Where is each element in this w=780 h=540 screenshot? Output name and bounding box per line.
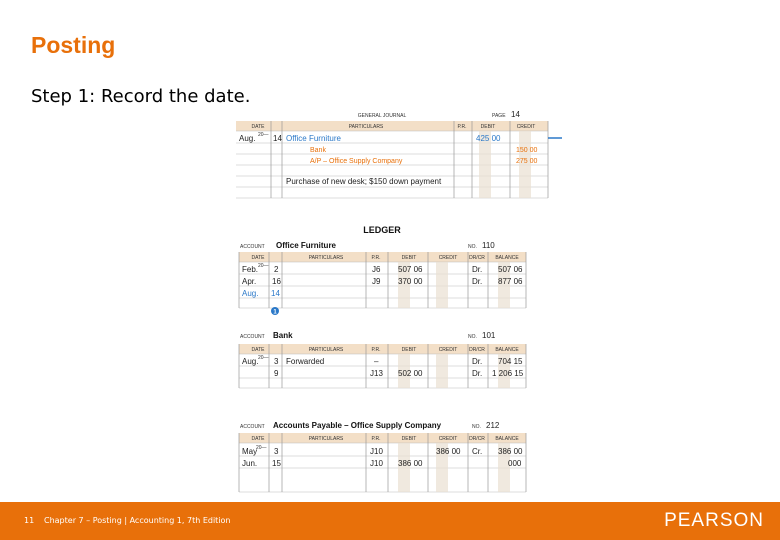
furniture-row-1-pr: J6 <box>372 265 381 274</box>
pearson-logo: PEARSON <box>664 510 764 531</box>
payable-row-1-credit: 386 00 <box>436 447 461 456</box>
journal-header-date: DATE <box>251 124 265 130</box>
general-journal <box>236 108 566 200</box>
journal-page-no: 14 <box>511 110 520 119</box>
ledger-header-drcr: DR/CR <box>469 436 485 442</box>
furniture-row-1-balance: 507 06 <box>498 265 523 274</box>
bank-row-2-drcr: Dr. <box>472 369 483 378</box>
journal-title: GENERAL JOURNAL <box>357 113 407 119</box>
furniture-row-1-day: 2 <box>274 265 279 274</box>
account-no: 101 <box>482 331 496 340</box>
step-marker-number: 1 <box>273 309 277 316</box>
bank-row-1-pr: – <box>374 357 379 366</box>
ledger-header-debit: DEBIT <box>401 347 417 353</box>
furniture-row-3-month: Aug. <box>242 289 259 298</box>
payable-row-2-month: Jun. <box>242 459 258 468</box>
ledger-header-pr: P.R. <box>371 347 381 353</box>
journal-row-2-credit: 150 00 <box>516 147 538 154</box>
ledger-header-date: DATE <box>251 347 265 353</box>
payable-row-2-day: 15 <box>272 459 281 468</box>
bank-row-2-debit: 502 00 <box>398 369 423 378</box>
account-no-label: NO. <box>468 334 477 340</box>
ledger-header-balance: BALANCE <box>495 347 519 353</box>
account-label: ACCOUNT <box>240 244 265 250</box>
payable-row-1-drcr: Cr. <box>472 447 483 456</box>
journal-row-1-day: 14 <box>273 134 282 143</box>
account-name: Office Furniture <box>276 241 337 250</box>
ledger-header-pr: P.R. <box>371 436 381 442</box>
bank-row-2-day: 9 <box>274 369 279 378</box>
journal-row-3-particulars: A/P – Office Supply Company <box>310 158 403 165</box>
ledger-header-particulars: PARTICULARS <box>308 255 344 261</box>
account-label: ACCOUNT <box>240 334 265 340</box>
journal-row-1-particulars: Office Furniture <box>286 134 341 143</box>
furniture-row-1-drcr: Dr. <box>472 265 483 274</box>
furniture-row-1-year: 20— <box>258 263 269 269</box>
step-text: Step 1: Record the date. <box>31 86 251 107</box>
ledger-header-date: DATE <box>251 255 265 261</box>
account-no: 212 <box>486 421 500 430</box>
journal-page-label: PAGE <box>492 113 506 119</box>
journal-row-4-particulars: Purchase of new desk; $150 down payment <box>286 177 442 186</box>
journal-header-particulars: PARTICULARS <box>348 124 384 130</box>
page-number: 11 <box>24 516 35 525</box>
slide-title: Posting <box>31 32 116 58</box>
journal-header-credit: CREDIT <box>516 124 536 130</box>
payable-row-1-pr: J10 <box>370 447 383 456</box>
payable-row-2-balance: 000 <box>508 459 522 468</box>
account-no-label: NO. <box>468 244 477 250</box>
ledger-header-particulars: PARTICULARS <box>308 436 344 442</box>
ledger-header-particulars: PARTICULARS <box>308 347 344 353</box>
ledger-header-balance: BALANCE <box>495 436 519 442</box>
journal-row-1-year: 20— <box>258 132 269 138</box>
account-label: ACCOUNT <box>240 424 265 430</box>
payable-row-1-month: May <box>242 447 258 456</box>
furniture-row-2-pr: J9 <box>372 277 381 286</box>
bank-row-1-drcr: Dr. <box>472 357 483 366</box>
furniture-row-2-day: 16 <box>272 277 281 286</box>
journal-row-2-particulars: Bank <box>310 147 326 154</box>
ledger-header-debit: DEBIT <box>401 255 417 261</box>
furniture-row-1-debit: 507 06 <box>398 265 423 274</box>
ledger-header-drcr: DR/CR <box>469 255 485 261</box>
furniture-row-2-balance: 877 06 <box>498 277 523 286</box>
account-name: Accounts Payable – Office Supply Company <box>273 421 442 430</box>
bank-row-1-particulars: Forwarded <box>286 357 325 366</box>
ledger-header-credit: CREDIT <box>438 255 458 261</box>
furniture-row-2-month: Apr. <box>242 277 257 286</box>
footer-caption: Chapter 7 – Posting | Accounting 1, 7th Edition <box>44 516 231 525</box>
journal-row-3-credit: 275 00 <box>516 158 538 165</box>
bank-row-1-day: 3 <box>274 357 279 366</box>
ledger-header-drcr: DR/CR <box>469 347 485 353</box>
furniture-row-3-day: 14 <box>271 289 280 298</box>
bank-row-1-month: Aug. <box>242 357 259 366</box>
account-name: Bank <box>273 331 293 340</box>
payable-row-1-year: 20— <box>256 445 267 451</box>
ledger-title: LEDGER <box>363 225 401 235</box>
account-no-label: NO. <box>472 424 481 430</box>
ledger-header-pr: P.R. <box>371 255 381 261</box>
bank-row-1-year: 20— <box>258 355 269 361</box>
ledger-header-credit: CREDIT <box>438 436 458 442</box>
ledger-account-bank <box>236 328 548 390</box>
account-no: 110 <box>482 241 495 250</box>
ledger-account-office-furniture <box>236 238 548 316</box>
ledger-header-date: DATE <box>251 436 265 442</box>
furniture-row-2-debit: 370 00 <box>398 277 423 286</box>
payable-row-2-pr: J10 <box>370 459 383 468</box>
bank-row-2-balance: 1 206 15 <box>492 369 524 378</box>
furniture-row-1-month: Feb. <box>242 265 259 274</box>
ledger-header-balance: BALANCE <box>495 255 519 261</box>
payable-row-2-debit: 386 00 <box>398 459 423 468</box>
ledger-account-accounts-payable <box>236 418 548 494</box>
bank-row-2-pr: J13 <box>370 369 383 378</box>
bank-row-1-balance: 704 15 <box>498 357 523 366</box>
ledger-heading <box>236 222 548 236</box>
journal-row-1-month: Aug. <box>239 134 256 143</box>
ledger-header-debit: DEBIT <box>401 436 417 442</box>
footer-bar <box>0 502 780 540</box>
furniture-row-2-drcr: Dr. <box>472 277 483 286</box>
payable-row-1-balance: 386 00 <box>498 447 523 456</box>
payable-row-1-day: 3 <box>274 447 279 456</box>
ledger-header-credit: CREDIT <box>438 347 458 353</box>
journal-header-debit: DEBIT <box>480 124 496 130</box>
journal-row-1-debit: 425 00 <box>476 134 501 143</box>
journal-header-pr: P.R. <box>457 124 467 130</box>
